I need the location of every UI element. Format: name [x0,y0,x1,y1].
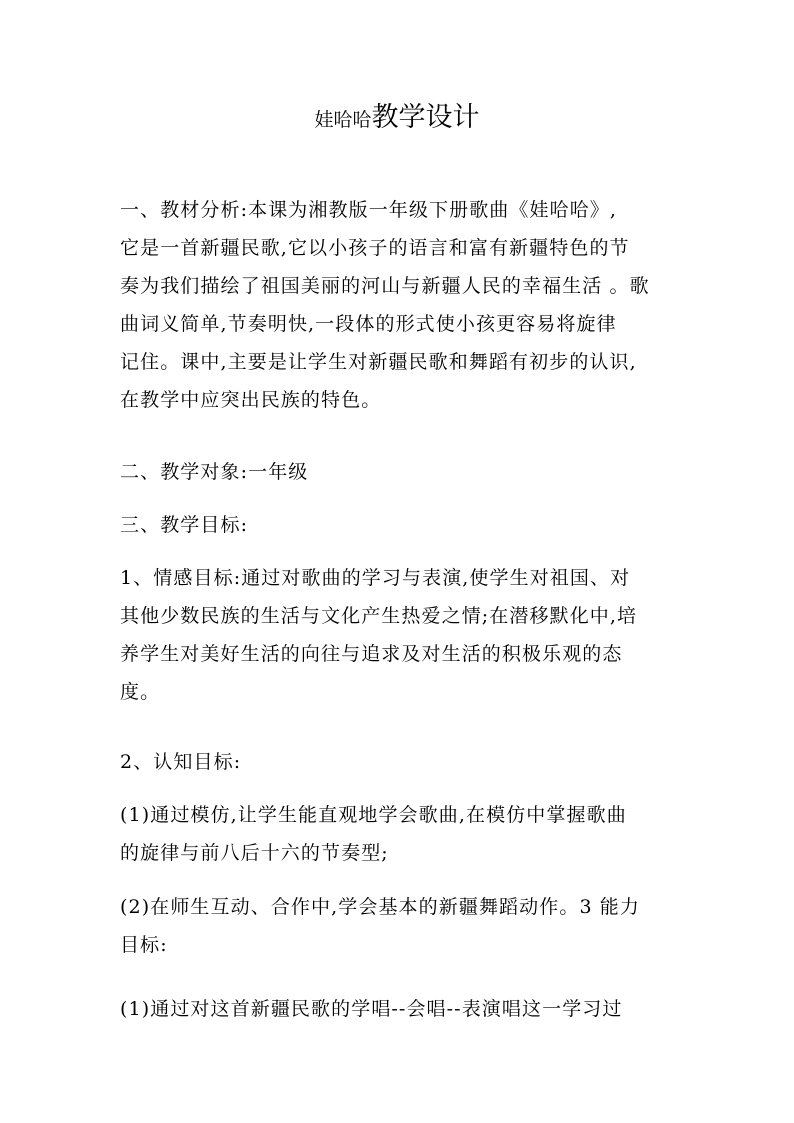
text-line: (2)在师生互动、合作中,学会基本的新疆舞蹈动作。3 能力 [120,896,640,918]
goal-2-cognition [120,743,680,781]
page-title [0,98,794,140]
section-1-material-analysis [120,191,680,419]
text-line: 养学生对美好生活的向往与追求及对生活的积极乐观的态 [120,643,623,665]
text-line: 它是一首新疆民歌,它以小孩子的语言和富有新疆特色的节 [120,237,630,259]
title-main: 教学设计 [371,102,480,133]
text-line: 其他少数民族的生活与文化产生热爱之情;在潜移默化中,培 [120,605,638,627]
section-3-teaching-goals [120,506,680,544]
section-2-teaching-object [120,453,680,491]
text-line: 奏为我们描绘了祖国美丽的河山与新疆人民的幸福生活 。歌 [120,275,650,297]
text-line: 2、认知目标: [120,751,242,773]
text-line: 二、教学对象:一年级 [120,461,309,483]
title-prefix: 娃哈哈 [314,109,372,131]
text-line: 度。 [120,681,161,703]
goal-1-emotion [120,559,680,711]
text-line: (1)通过对这首新疆民歌的学唱--会唱--表演唱这一学习过 [120,998,623,1020]
text-line: (1)通过模仿,让学生能直观地学会歌曲,在模仿中掌握歌曲 [120,804,627,826]
goal-2-item-2 [120,888,680,964]
text-line: 1、情感目标:通过对歌曲的学习与表演,使学生对祖国、对 [120,567,631,589]
text-line: 目标: [120,934,168,956]
goal-3-item-1 [120,990,680,1028]
text-line: 记住。课中,主要是让学生对新疆民歌和舞蹈有初步的认识, [120,351,637,373]
text-line: 一、教材分析:本课为湘教版一年级下册歌曲《娃哈哈》, [120,199,618,221]
text-line: 的旋律与前八后十六的节奏型; [120,842,389,864]
goal-2-item-1 [120,796,680,872]
text-line: 在教学中应突出民族的特色。 [120,389,382,411]
text-line: 三、教学目标: [120,514,249,536]
text-line: 曲词义简单,节奏明快,一段体的形式使小孩更容易将旋律 [120,313,617,335]
